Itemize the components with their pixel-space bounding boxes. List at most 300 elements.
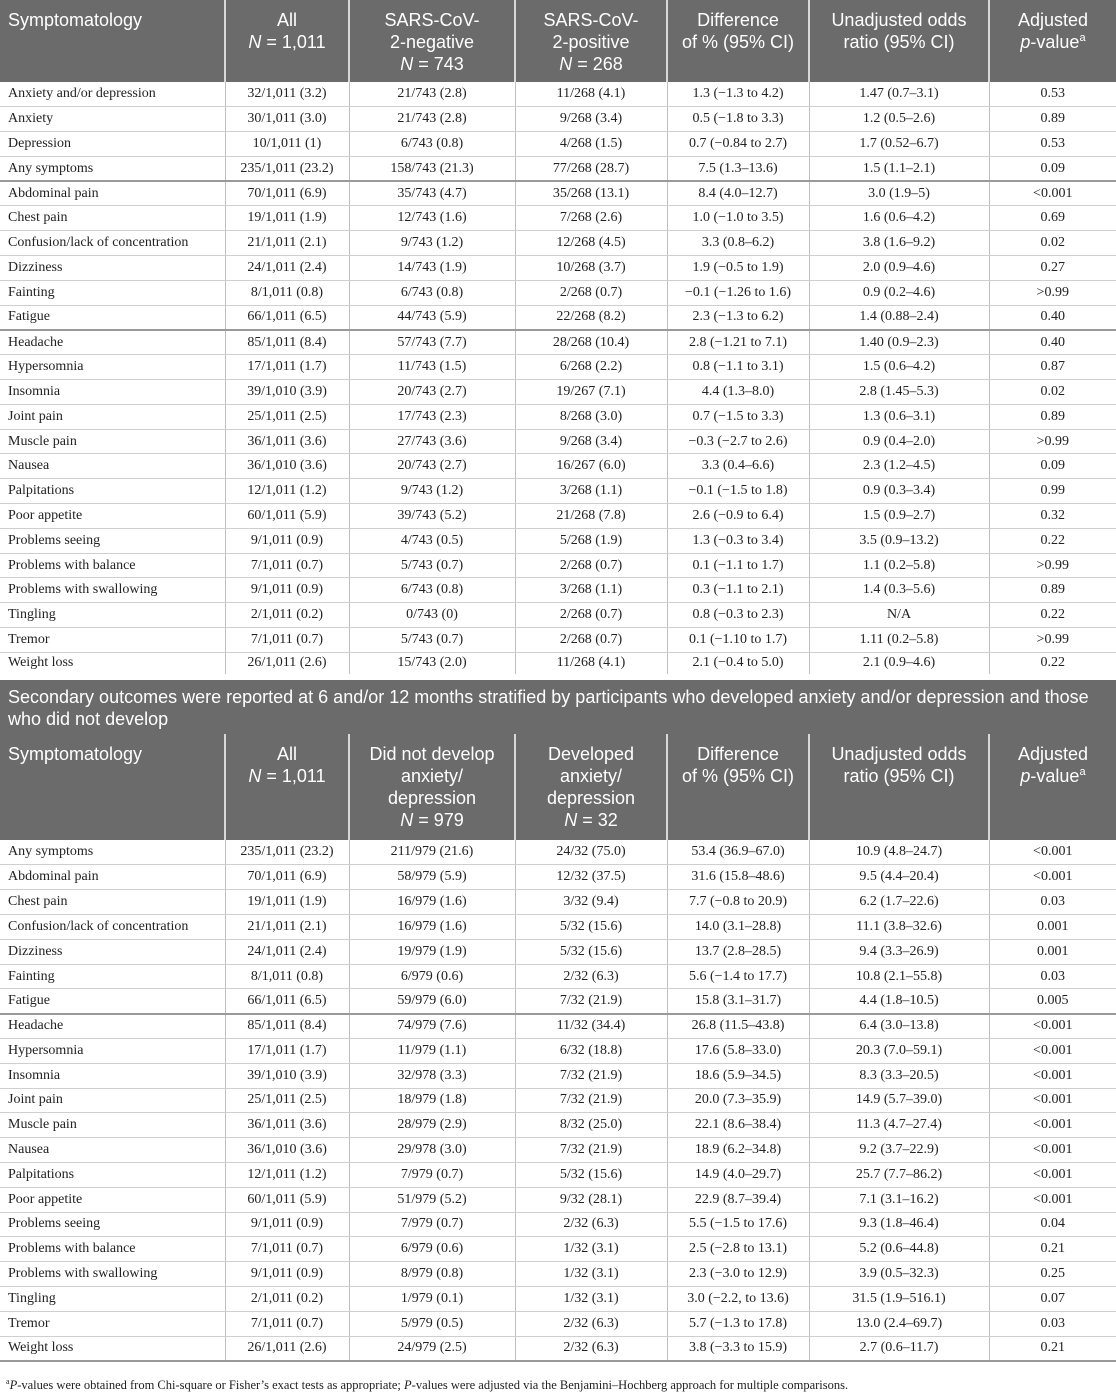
p-value-cell: 0.02 (989, 380, 1116, 405)
difference-cell: 22.9 (8.7–39.4) (667, 1187, 809, 1212)
table-row (0, 553, 1116, 578)
p-value-cell: <0.001 (989, 1187, 1116, 1212)
table-row (0, 1237, 1116, 1262)
table-row (0, 890, 1116, 915)
group-b-cell: 9/268 (3.4) (515, 107, 667, 132)
odds-ratio-cell: 2.3 (1.2–4.5) (809, 454, 989, 479)
all-cell: 26/1,011 (2.6) (225, 1336, 349, 1361)
table-row (0, 1262, 1116, 1287)
table-row (0, 454, 1116, 479)
all-cell: 7/1,011 (0.7) (225, 628, 349, 653)
p-value-cell: 0.07 (989, 1286, 1116, 1311)
table1-body (0, 82, 1116, 677)
p-value-cell: 0.001 (989, 939, 1116, 964)
group-a-cell: 28/979 (2.9) (349, 1113, 515, 1138)
group-b-cell: 10/268 (3.7) (515, 256, 667, 281)
p-value-cell: 0.09 (989, 156, 1116, 181)
symptom-cell: Palpitations (0, 479, 225, 504)
p-value-cell: 0.03 (989, 964, 1116, 989)
difference-cell: 2.6 (−0.9 to 6.4) (667, 504, 809, 529)
odds-ratio-cell: 0.9 (0.4–2.0) (809, 429, 989, 454)
group-b-cell: 5/268 (1.9) (515, 528, 667, 553)
symptom-cell: Nausea (0, 454, 225, 479)
table-row (0, 939, 1116, 964)
difference-cell: 0.1 (−1.1 to 1.7) (667, 553, 809, 578)
difference-cell: 0.3 (−1.1 to 2.1) (667, 578, 809, 603)
table-row (0, 404, 1116, 429)
all-cell: 36/1,011 (3.6) (225, 429, 349, 454)
difference-cell: 3.3 (0.8–6.2) (667, 231, 809, 256)
group-b-cell: 7/268 (2.6) (515, 206, 667, 231)
all-cell: 7/1,011 (0.7) (225, 1311, 349, 1336)
group-a-cell: 5/743 (0.7) (349, 628, 515, 653)
p-value-cell: >0.99 (989, 553, 1116, 578)
group-a-cell: 20/743 (2.7) (349, 380, 515, 405)
table-row (0, 840, 1116, 865)
odds-ratio-cell: 2.1 (0.9–4.6) (809, 652, 989, 677)
all-cell: 25/1,011 (2.5) (225, 404, 349, 429)
difference-cell: 0.7 (−1.5 to 3.3) (667, 404, 809, 429)
symptom-cell: Tremor (0, 628, 225, 653)
symptom-cell: Joint pain (0, 404, 225, 429)
header-all: All N = 1,011 (225, 0, 349, 82)
group-a-cell: 6/743 (0.8) (349, 578, 515, 603)
difference-cell: 2.5 (−2.8 to 13.1) (667, 1237, 809, 1262)
symptom-cell: Confusion/lack of concentration (0, 915, 225, 940)
difference-cell: 20.0 (7.3–35.9) (667, 1088, 809, 1113)
table-row (0, 964, 1116, 989)
group-a-cell: 211/979 (21.6) (349, 840, 515, 865)
group-b-cell: 2/268 (0.7) (515, 280, 667, 305)
group-a-cell: 27/743 (3.6) (349, 429, 515, 454)
odds-ratio-cell: 1.40 (0.9–2.3) (809, 330, 989, 355)
table2-body (0, 840, 1116, 1361)
group-a-cell: 7/979 (0.7) (349, 1162, 515, 1187)
difference-cell: 5.6 (−1.4 to 17.7) (667, 964, 809, 989)
odds-ratio-cell: 11.3 (4.7–27.4) (809, 1113, 989, 1138)
all-cell: 21/1,011 (2.1) (225, 231, 349, 256)
table-row (0, 1311, 1116, 1336)
odds-ratio-cell: 8.3 (3.3–20.5) (809, 1063, 989, 1088)
difference-cell: 22.1 (8.6–38.4) (667, 1113, 809, 1138)
table-row (0, 82, 1116, 107)
table-row (0, 528, 1116, 553)
header-difference: Difference of % (95% CI) (667, 734, 809, 840)
odds-ratio-cell: 9.2 (3.7–22.9) (809, 1138, 989, 1163)
odds-ratio-cell: 1.6 (0.6–4.2) (809, 206, 989, 231)
table-row (0, 578, 1116, 603)
symptom-cell: Tingling (0, 1286, 225, 1311)
group-b-cell: 9/32 (28.1) (515, 1187, 667, 1212)
all-cell: 12/1,011 (1.2) (225, 1162, 349, 1187)
p-value-cell: 0.03 (989, 890, 1116, 915)
group-b-cell: 7/32 (21.9) (515, 1138, 667, 1163)
symptom-cell: Dizziness (0, 939, 225, 964)
difference-cell: 5.5 (−1.5 to 17.6) (667, 1212, 809, 1237)
p-value-cell: 0.99 (989, 479, 1116, 504)
group-b-cell: 2/268 (0.7) (515, 628, 667, 653)
all-cell: 8/1,011 (0.8) (225, 964, 349, 989)
table-row (0, 1063, 1116, 1088)
symptom-cell: Any symptoms (0, 156, 225, 181)
group-a-cell: 58/979 (5.9) (349, 865, 515, 890)
difference-cell: 1.3 (−1.3 to 4.2) (667, 82, 809, 107)
table-row (0, 305, 1116, 330)
header-adjusted-p: Adjusted p-value$^a$ (989, 0, 1116, 82)
group-b-cell: 11/268 (4.1) (515, 82, 667, 107)
odds-ratio-cell: 1.5 (1.1–2.1) (809, 156, 989, 181)
odds-ratio-cell: 31.5 (1.9–516.1) (809, 1286, 989, 1311)
group-a-cell: 0/743 (0) (349, 603, 515, 628)
group-a-cell: 16/979 (1.6) (349, 915, 515, 940)
all-cell: 25/1,011 (2.5) (225, 1088, 349, 1113)
odds-ratio-cell: 3.9 (0.5–32.3) (809, 1262, 989, 1287)
p-value-cell: <0.001 (989, 865, 1116, 890)
symptom-cell: Problems seeing (0, 1212, 225, 1237)
group-a-cell: 24/979 (2.5) (349, 1336, 515, 1361)
symptom-cell: Fatigue (0, 989, 225, 1014)
odds-ratio-cell: 1.1 (0.2–5.8) (809, 553, 989, 578)
difference-cell: 18.9 (6.2–34.8) (667, 1138, 809, 1163)
difference-cell: 31.6 (15.8–48.6) (667, 865, 809, 890)
difference-cell: 0.5 (−1.8 to 3.3) (667, 107, 809, 132)
all-cell: 17/1,011 (1.7) (225, 355, 349, 380)
difference-cell: 18.6 (5.9–34.5) (667, 1063, 809, 1088)
table-row (0, 1138, 1116, 1163)
header-odds-ratio: Unadjusted odds ratio (95% CI) (809, 734, 989, 840)
header-symptomatology: Symptomatology (0, 0, 225, 82)
group-a-cell: 6/979 (0.6) (349, 964, 515, 989)
all-cell: 10/1,011 (1) (225, 132, 349, 157)
group-b-cell: 28/268 (10.4) (515, 330, 667, 355)
group-b-cell: 1/32 (3.1) (515, 1237, 667, 1262)
group-b-cell: 1/32 (3.1) (515, 1262, 667, 1287)
all-cell: 9/1,011 (0.9) (225, 1262, 349, 1287)
group-b-cell: 35/268 (13.1) (515, 181, 667, 206)
group-a-cell: 6/743 (0.8) (349, 132, 515, 157)
header-difference: Difference of % (95% CI) (667, 0, 809, 82)
odds-ratio-cell: 0.9 (0.3–3.4) (809, 479, 989, 504)
all-cell: 9/1,011 (0.9) (225, 528, 349, 553)
symptom-cell: Depression (0, 132, 225, 157)
header-adjusted-p: Adjusted p-value$^a$ (989, 734, 1116, 840)
group-b-cell: 9/268 (3.4) (515, 429, 667, 454)
group-a-cell: 4/743 (0.5) (349, 528, 515, 553)
table-row (0, 652, 1116, 677)
all-cell: 70/1,011 (6.9) (225, 181, 349, 206)
difference-cell: 7.7 (−0.8 to 20.9) (667, 890, 809, 915)
table-row (0, 429, 1116, 454)
difference-cell: 2.1 (−0.4 to 5.0) (667, 652, 809, 677)
group-b-cell: 7/32 (21.9) (515, 1063, 667, 1088)
group-a-cell: 29/978 (3.0) (349, 1138, 515, 1163)
header-odds-ratio: Unadjusted odds ratio (95% CI) (809, 0, 989, 82)
odds-ratio-cell: 4.4 (1.8–10.5) (809, 989, 989, 1014)
difference-cell: 3.0 (−2.2, to 13.6) (667, 1286, 809, 1311)
difference-cell: 0.7 (−0.84 to 2.7) (667, 132, 809, 157)
group-a-cell: 15/743 (2.0) (349, 652, 515, 677)
group-a-cell: 11/979 (1.1) (349, 1039, 515, 1064)
difference-cell: 26.8 (11.5–43.8) (667, 1014, 809, 1039)
symptom-cell: Anxiety and/or depression (0, 82, 225, 107)
group-b-cell: 5/32 (15.6) (515, 939, 667, 964)
all-cell: 12/1,011 (1.2) (225, 479, 349, 504)
odds-ratio-cell: N/A (809, 603, 989, 628)
table-row (0, 132, 1116, 157)
odds-ratio-cell: 1.5 (0.9–2.7) (809, 504, 989, 529)
p-value-cell: 0.89 (989, 578, 1116, 603)
group-a-cell: 5/979 (0.5) (349, 1311, 515, 1336)
odds-ratio-cell: 1.3 (0.6–3.1) (809, 404, 989, 429)
odds-ratio-cell: 7.1 (3.1–16.2) (809, 1187, 989, 1212)
table-row (0, 206, 1116, 231)
p-value-cell: <0.001 (989, 1063, 1116, 1088)
all-cell: 9/1,011 (0.9) (225, 578, 349, 603)
all-cell: 60/1,011 (5.9) (225, 504, 349, 529)
all-cell: 36/1,011 (3.6) (225, 1113, 349, 1138)
p-value-cell: <0.001 (989, 181, 1116, 206)
table-row (0, 231, 1116, 256)
symptom-cell: Problems with swallowing (0, 578, 225, 603)
odds-ratio-cell: 13.0 (2.4–69.7) (809, 1311, 989, 1336)
group-a-cell: 1/979 (0.1) (349, 1286, 515, 1311)
p-value-cell: 0.21 (989, 1336, 1116, 1361)
odds-ratio-cell: 2.7 (0.6–11.7) (809, 1336, 989, 1361)
table-row (0, 181, 1116, 206)
table-row (0, 1212, 1116, 1237)
group-b-cell: 7/32 (21.9) (515, 989, 667, 1014)
group-b-cell: 4/268 (1.5) (515, 132, 667, 157)
p-value-cell: 0.04 (989, 1212, 1116, 1237)
p-value-cell: 0.001 (989, 915, 1116, 940)
symptom-cell: Headache (0, 330, 225, 355)
group-b-cell: 1/32 (3.1) (515, 1286, 667, 1311)
group-a-cell: 59/979 (6.0) (349, 989, 515, 1014)
p-value-cell: 0.32 (989, 504, 1116, 529)
p-value-cell: 0.89 (989, 107, 1116, 132)
all-cell: 36/1,010 (3.6) (225, 454, 349, 479)
group-b-cell: 7/32 (21.9) (515, 1088, 667, 1113)
difference-cell: 15.8 (3.1–31.7) (667, 989, 809, 1014)
difference-cell: 2.3 (−1.3 to 6.2) (667, 305, 809, 330)
group-b-cell: 11/32 (34.4) (515, 1014, 667, 1039)
symptom-cell: Abdominal pain (0, 181, 225, 206)
group-b-cell: 3/32 (9.4) (515, 890, 667, 915)
table-row (0, 107, 1116, 132)
group-a-cell: 44/743 (5.9) (349, 305, 515, 330)
group-a-cell: 7/979 (0.7) (349, 1212, 515, 1237)
all-cell: 21/1,011 (2.1) (225, 915, 349, 940)
odds-ratio-cell: 1.11 (0.2–5.8) (809, 628, 989, 653)
table-row (0, 1162, 1116, 1187)
p-value-cell: <0.001 (989, 1014, 1116, 1039)
difference-cell: 4.4 (1.3–8.0) (667, 380, 809, 405)
header-symptomatology: Symptomatology (0, 734, 225, 840)
difference-cell: 14.9 (4.0–29.7) (667, 1162, 809, 1187)
group-a-cell: 32/978 (3.3) (349, 1063, 515, 1088)
odds-ratio-cell: 1.7 (0.52–6.7) (809, 132, 989, 157)
symptom-cell: Fainting (0, 280, 225, 305)
group-a-cell: 6/979 (0.6) (349, 1237, 515, 1262)
all-cell: 9/1,011 (0.9) (225, 1212, 349, 1237)
symptom-cell: Problems with balance (0, 1237, 225, 1262)
p-value-cell: 0.25 (989, 1262, 1116, 1287)
symptom-cell: Abdominal pain (0, 865, 225, 890)
odds-ratio-cell: 3.8 (1.6–9.2) (809, 231, 989, 256)
group-b-cell: 12/268 (4.5) (515, 231, 667, 256)
p-value-cell: <0.001 (989, 1088, 1116, 1113)
all-cell: 66/1,011 (6.5) (225, 305, 349, 330)
group-b-cell: 77/268 (28.7) (515, 156, 667, 181)
difference-cell: 0.1 (−1.10 to 1.7) (667, 628, 809, 653)
group-a-cell: 35/743 (4.7) (349, 181, 515, 206)
odds-ratio-cell: 11.1 (3.8–32.6) (809, 915, 989, 940)
all-cell: 2/1,011 (0.2) (225, 603, 349, 628)
group-a-cell: 20/743 (2.7) (349, 454, 515, 479)
difference-cell: 8.4 (4.0–12.7) (667, 181, 809, 206)
all-cell: 85/1,011 (8.4) (225, 1014, 349, 1039)
p-value-cell: <0.001 (989, 1113, 1116, 1138)
table1-header (0, 0, 1116, 82)
odds-ratio-cell: 10.9 (4.8–24.7) (809, 840, 989, 865)
p-value-cell: 0.69 (989, 206, 1116, 231)
group-a-cell: 9/743 (1.2) (349, 479, 515, 504)
group-b-cell: 8/32 (25.0) (515, 1113, 667, 1138)
difference-cell: 0.8 (−1.1 to 3.1) (667, 355, 809, 380)
group-a-cell: 74/979 (7.6) (349, 1014, 515, 1039)
symptom-cell: Anxiety (0, 107, 225, 132)
group-a-cell: 21/743 (2.8) (349, 107, 515, 132)
p-value-cell: 0.40 (989, 330, 1116, 355)
group-a-cell: 8/979 (0.8) (349, 1262, 515, 1287)
difference-cell: 1.9 (−0.5 to 1.9) (667, 256, 809, 281)
symptom-cell: Tingling (0, 603, 225, 628)
table-row (0, 1336, 1116, 1361)
table-row (0, 865, 1116, 890)
odds-ratio-cell: 6.4 (3.0–13.8) (809, 1014, 989, 1039)
header-developed: Developed anxiety/ depression N = 32 (515, 734, 667, 840)
symptom-cell: Chest pain (0, 890, 225, 915)
p-value-cell: <0.001 (989, 840, 1116, 865)
group-a-cell: 11/743 (1.5) (349, 355, 515, 380)
table-row (0, 989, 1116, 1014)
p-value-cell: 0.22 (989, 528, 1116, 553)
group-a-cell: 16/979 (1.6) (349, 890, 515, 915)
difference-cell: 1.0 (−1.0 to 3.5) (667, 206, 809, 231)
symptom-cell: Nausea (0, 1138, 225, 1163)
all-cell: 24/1,011 (2.4) (225, 939, 349, 964)
symptom-cell: Problems with balance (0, 553, 225, 578)
group-a-cell: 6/743 (0.8) (349, 280, 515, 305)
symptom-cell: Insomnia (0, 1063, 225, 1088)
header-did-not-develop: Did not develop anxiety/ depression N = 979 (349, 734, 515, 840)
odds-ratio-cell: 10.8 (2.1–55.8) (809, 964, 989, 989)
symptom-cell: Weight loss (0, 652, 225, 677)
p-value-cell: 0.09 (989, 454, 1116, 479)
footnote: $^a$P-values were obtained from Chi-square or Fisher’s exact tests as appropriate; P-values were adjusted via the Benjamini–Hochberg approach for multiple comparisons. (6, 1376, 849, 1392)
difference-cell: 53.4 (36.9–67.0) (667, 840, 809, 865)
odds-ratio-cell: 1.47 (0.7–3.1) (809, 82, 989, 107)
group-b-cell: 3/268 (1.1) (515, 578, 667, 603)
p-value-cell: 0.87 (989, 355, 1116, 380)
odds-ratio-cell: 3.0 (1.9–5) (809, 181, 989, 206)
symptom-cell: Dizziness (0, 256, 225, 281)
group-a-cell: 18/979 (1.8) (349, 1088, 515, 1113)
group-b-cell: 5/32 (15.6) (515, 915, 667, 940)
p-value-cell: >0.99 (989, 280, 1116, 305)
all-cell: 39/1,010 (3.9) (225, 1063, 349, 1088)
group-b-cell: 24/32 (75.0) (515, 840, 667, 865)
odds-ratio-cell: 1.5 (0.6–4.2) (809, 355, 989, 380)
header-all: All N = 1,011 (225, 734, 349, 840)
difference-cell: 7.5 (1.3–13.6) (667, 156, 809, 181)
symptom-cell: Insomnia (0, 380, 225, 405)
symptom-cell: Headache (0, 1014, 225, 1039)
table-row (0, 504, 1116, 529)
section-banner-text: Secondary outcomes were reported at 6 and/or 12 months stratified by participants who developed anxiety and/or depression and those who did not develop (0, 677, 1116, 734)
all-cell: 39/1,010 (3.9) (225, 380, 349, 405)
group-b-cell: 2/268 (0.7) (515, 603, 667, 628)
odds-ratio-cell: 9.5 (4.4–20.4) (809, 865, 989, 890)
group-b-cell: 2/32 (6.3) (515, 1336, 667, 1361)
symptom-cell: Fatigue (0, 305, 225, 330)
symptom-cell: Hypersomnia (0, 355, 225, 380)
group-b-cell: 5/32 (15.6) (515, 1162, 667, 1187)
group-a-cell: 39/743 (5.2) (349, 504, 515, 529)
group-a-cell: 9/743 (1.2) (349, 231, 515, 256)
table2-header (0, 734, 1116, 840)
difference-cell: 0.8 (−0.3 to 2.3) (667, 603, 809, 628)
p-value-cell: 0.22 (989, 652, 1116, 677)
p-value-cell: >0.99 (989, 429, 1116, 454)
symptom-cell: Muscle pain (0, 1113, 225, 1138)
p-value-cell: 0.27 (989, 256, 1116, 281)
header-sars-negative: SARS-CoV- 2-negative N = 743 (349, 0, 515, 82)
difference-cell: −0.1 (−1.5 to 1.8) (667, 479, 809, 504)
symptom-cell: Weight loss (0, 1336, 225, 1361)
p-value-cell: <0.001 (989, 1039, 1116, 1064)
p-value-cell: 0.03 (989, 1311, 1116, 1336)
difference-cell: 14.0 (3.1–28.8) (667, 915, 809, 940)
p-value-cell: 0.22 (989, 603, 1116, 628)
p-value-cell: 0.005 (989, 989, 1116, 1014)
group-b-cell: 12/32 (37.5) (515, 865, 667, 890)
group-b-cell: 2/32 (6.3) (515, 1212, 667, 1237)
all-cell: 36/1,010 (3.6) (225, 1138, 349, 1163)
p-value-cell: 0.40 (989, 305, 1116, 330)
difference-cell: 1.3 (−0.3 to 3.4) (667, 528, 809, 553)
odds-ratio-cell: 14.9 (5.7–39.0) (809, 1088, 989, 1113)
table-row (0, 628, 1116, 653)
table-row (0, 1014, 1116, 1039)
symptom-cell: Tremor (0, 1311, 225, 1336)
group-a-cell: 17/743 (2.3) (349, 404, 515, 429)
group-b-cell: 21/268 (7.8) (515, 504, 667, 529)
all-cell: 8/1,011 (0.8) (225, 280, 349, 305)
all-cell: 19/1,011 (1.9) (225, 206, 349, 231)
symptom-cell: Problems seeing (0, 528, 225, 553)
table-row (0, 603, 1116, 628)
all-cell: 24/1,011 (2.4) (225, 256, 349, 281)
symptom-cell: Hypersomnia (0, 1039, 225, 1064)
symptom-cell: Palpitations (0, 1162, 225, 1187)
difference-cell: 3.3 (0.4–6.6) (667, 454, 809, 479)
odds-ratio-cell: 6.2 (1.7–22.6) (809, 890, 989, 915)
difference-cell: 13.7 (2.8–28.5) (667, 939, 809, 964)
group-b-cell: 6/32 (18.8) (515, 1039, 667, 1064)
group-b-cell: 8/268 (3.0) (515, 404, 667, 429)
odds-ratio-cell: 9.3 (1.8–46.4) (809, 1212, 989, 1237)
